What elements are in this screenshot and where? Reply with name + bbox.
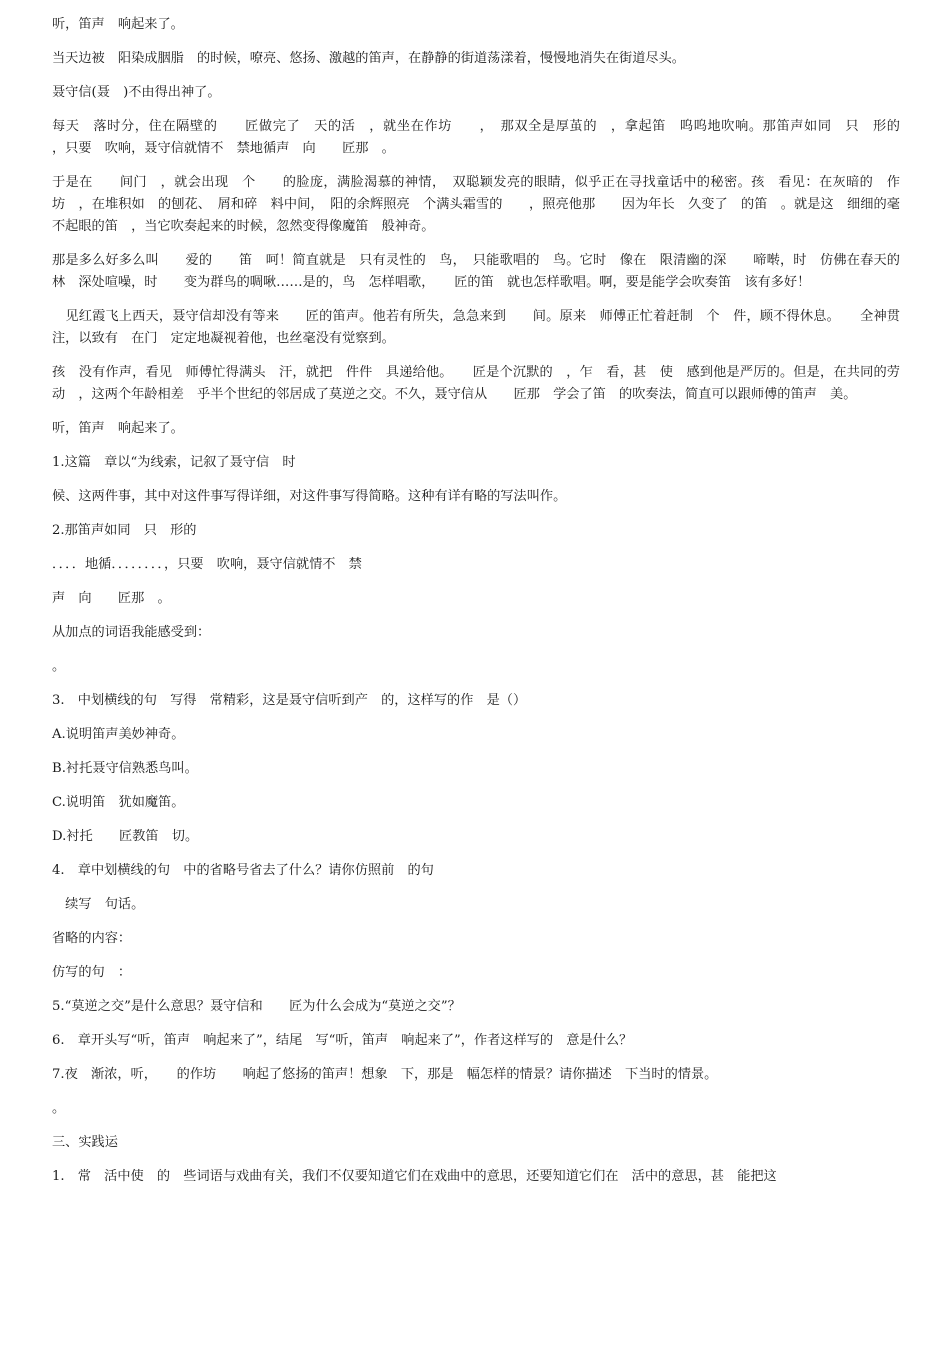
question-1: 1.这篇 章以“为线索，记叙了聂守信 时	[52, 455, 296, 470]
option-c: C.说明笛 犹如魔笛。	[52, 795, 185, 810]
paragraph: 听，笛声 响起来了。	[52, 17, 184, 32]
question-3: 3. 中划横线的句 写得 常精彩，这是聂守信听到产 的，这样写的作 是（）	[52, 693, 527, 708]
answer-line: 。	[52, 659, 66, 674]
paragraph: 见红霞飞上西天，聂守信却没有等来 匠的笛声。他若有所失，急急来到 间。原来 师傅正忙着赶制 个 件，顾不得休息。 全神贯注，以致有 在门 定定地凝视着他，也丝毫没有觉察到。	[52, 309, 900, 346]
question-7: 7.夜 渐浓，听， 的作坊 响起了悠扬的笛声！想象 下，那是 幅怎样的情景？请你描述 下当时的情景。	[52, 1067, 718, 1082]
question-6: 6. 章开头写“听，笛声 响起来了”，结尾 写“听，笛声 响起来了”，作者这样写的 意是什么？	[52, 1033, 633, 1048]
section-heading: 三、实践运	[52, 1135, 118, 1150]
practice-question-1: 1. 常 活中使 的 些词语与戏曲有关，我们不仅要知道它们在戏曲中的意思，还要知道它们在 活中的意思，甚 能把这	[52, 1169, 777, 1184]
paragraph: 听，笛声 响起来了。	[52, 421, 184, 436]
question-1-continued: 候、这两件事，其中对这件事写得详细，对这件事写得简略。这种有详有略的写法叫作。	[52, 489, 567, 504]
question-4-prompt: 省略的内容：	[52, 931, 132, 946]
paragraph: 那是多么好多么叫 爱的 笛 呵！简直就是 只有灵性的 鸟， 只能歌唱的 鸟。它时 像在 限清幽的深 啼啭，时 仿佛在春天的林 深处喧噪，时 变为群鸟的啁啾……是的，鸟 怎样唱歌， 匠的笛 就也怎样歌唱。啊，要是能学会吹奏笛 该有多好！	[52, 253, 900, 290]
question-5: 5.“莫逆之交”是什么意思？聂守信和 匠为什么会成为“莫逆之交”？	[52, 999, 461, 1014]
question-4-prompt: 仿写的句 ：	[52, 965, 132, 980]
paragraph: 于是在 间门 ，就会出现 个 的脸庞，满脸渴慕的神情， 双聪颖发亮的眼睛，似乎正在寻找童话中的秘密。孩 看见：在灰暗的 作坊 ，在堆积如 的刨花、 屑和碎 料中间， 阳的余辉照亮 个满头霜雪的 ，照亮他那 因为年长 久变了 的笛 。就是这 细细的毫不起眼的笛 ，当它吹奏起来的时候，忽然变得像魔笛 般神奇。	[52, 175, 900, 234]
question-2-prompt: 从加点的词语我能感受到：	[52, 625, 211, 640]
paragraph: 聂守信(聂 )不由得出神了。	[52, 85, 221, 100]
question-2-line: 声 向 匠那 。	[52, 591, 171, 606]
option-b: B.衬托聂守信熟悉鸟叫。	[52, 761, 198, 776]
paragraph: 当天边被 阳染成胭脂 的时候，嘹亮、悠扬、激越的笛声，在静静的街道荡漾着，慢慢地消失在街道尽头。	[52, 51, 685, 66]
option-d: D.衬托 匠教笛 切。	[52, 829, 199, 844]
question-4: 4. 章中划横线的句 中的省略号省去了什么？请你仿照前 的句	[52, 863, 434, 878]
answer-line: 。	[52, 1101, 66, 1116]
question-2: 2.那笛声如同 只 形的	[52, 523, 197, 538]
question-4-continued: 续写 句话。	[52, 897, 145, 912]
paragraph: 孩 没有作声，看见 师傅忙得满头 汗，就把 件件 具递给他。 匠是个沉默的 ，乍 看，甚 使 感到他是严厉的。但是，在共同的劳动 ，这两个年龄相差 乎半个世纪的邻居成了莫逆之交。不久，聂守信从 匠那 学会了笛 的吹奏法，简直可以跟师傅的笛声 美。	[52, 365, 900, 402]
paragraph: 每天 落时分，住在隔壁的 匠做完了 天的活 ，就坐在作坊 ， 那双全是厚茧的 ，拿起笛 呜呜地吹响。那笛声如同 只 形的 ，只要 吹响，聂守信就情不 禁地循声 向 匠那 。	[52, 119, 927, 156]
document-page	[52, 14, 927, 1188]
option-a: A.说明笛声美妙神奇。	[52, 727, 185, 742]
question-2-line: ．．．．地循．．．．．．．．，只要 吹响，聂守信就情不 禁	[52, 557, 362, 572]
